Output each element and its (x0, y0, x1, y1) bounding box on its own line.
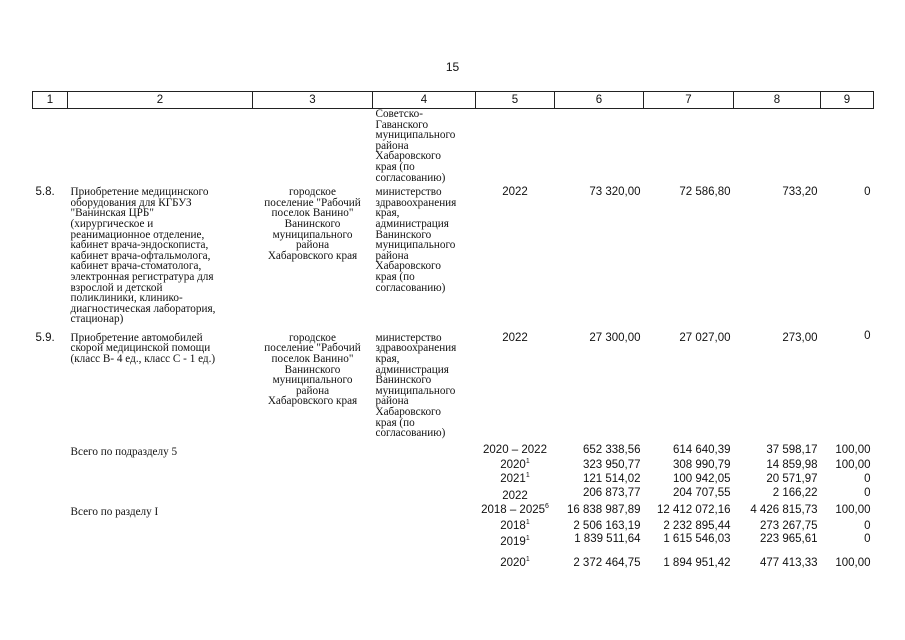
subtotal-total: 206 873,77 (582, 486, 641, 499)
row-year: 2022 (502, 186, 528, 199)
section-total-year: 2019$^1$ (500, 535, 530, 549)
subtotal-col9: 100,00 (835, 443, 871, 456)
section-total-col7: 1 615 546,03 (663, 533, 731, 546)
page-number: 15 (445, 60, 460, 74)
subtotal-col8: 20 571,97 (766, 473, 818, 485)
row-name: Приобретение медицинского оборудования для КГБУЗ "Ванинская ЦРБ" (хирургическое и реанимационное отделение, кабинет врача-эндоскописта, кабинет врача-офтальмолога, кабинет врача-стоматолога, электронная регистратура для взрослой и детской поликлиники, клинико- диагностическая лаборатория, стационар) (70, 186, 216, 326)
row-number: 5.8. (35, 186, 55, 199)
header-col-7: 7 (644, 92, 734, 109)
subtotal-col7: 100 942,05 (672, 473, 731, 485)
row-total: 73 320,00 (589, 186, 641, 199)
subtotal-year: 2022 (502, 489, 528, 502)
row-col8: 273,00 (782, 331, 818, 344)
section-total-col7: 1 894 951,42 (663, 556, 731, 569)
row-col7: 72 586,80 (679, 186, 731, 199)
header-col-1: 1 (33, 92, 68, 109)
header-row (33, 92, 874, 109)
row-responsible: министерство здравоохранения края, администрация Ванинского муниципального района Хабаровского края (по согласованию) (375, 331, 457, 440)
section-total-year: 2018 – 2025$^6$ (481, 503, 549, 517)
header-col-5: 5 (476, 92, 555, 109)
header-col-2: 2 (68, 92, 253, 109)
row-name: Приобретение автомобилей скорой медицинской помощи (класс В- 4 ед., класс С - 1 ед.) (70, 331, 216, 366)
section-total-label: Всего по разделу I (70, 506, 159, 519)
subtotal-row (33, 459, 874, 473)
section-total-row (33, 520, 874, 534)
header-col-4: 4 (373, 92, 476, 109)
subtotal-row (33, 487, 874, 504)
section-total-col8: 477 413,33 (759, 556, 818, 569)
section-total-col8: 4 426 815,73 (750, 504, 818, 517)
section-total-col9: 100,00 (835, 504, 871, 517)
subtotal-year: 2020 – 2022 (483, 443, 547, 456)
section-total-year: 2020$^1$ (500, 556, 530, 569)
subtotal-row (33, 473, 874, 487)
subtotal-year: 2020$^1$ (500, 458, 530, 472)
row-total: 27 300,00 (589, 331, 641, 344)
section-total-row (33, 550, 874, 571)
subtotal-col9: 0 (864, 473, 871, 485)
header-col-9: 9 (821, 92, 874, 109)
row-year: 2022 (502, 331, 528, 344)
section-total-col9: 0 (864, 533, 871, 546)
subtotal-col7: 614 640,39 (672, 443, 731, 456)
row-number: 5.9. (35, 331, 55, 344)
subtotal-col9: 100,00 (835, 459, 871, 472)
subtotal-col7: 308 990,79 (672, 459, 731, 472)
section-total-total: 2 372 464,75 (573, 556, 641, 569)
table-row (33, 325, 874, 439)
row-col7: 27 027,00 (679, 331, 731, 344)
program-table (32, 91, 874, 571)
row-place: городское поселение "Рабочий поселок Ванино" Ванинского муниципального района Хабаровского края (264, 186, 361, 262)
section-total-year: 2018$^1$ (500, 518, 530, 532)
section-total-total: 1 839 511,64 (574, 533, 641, 546)
subtotal-col8: 2 166,22 (772, 486, 818, 499)
section-total-col9: 0 (864, 519, 871, 532)
section-total-col7: 2 232 895,44 (663, 519, 731, 532)
subtotal-col9: 0 (864, 486, 871, 499)
section-total-col8: 223 965,61 (759, 533, 818, 546)
section-total-col8: 273 267,75 (759, 519, 818, 532)
subtotal-col7: 204 707,55 (672, 486, 731, 499)
subtotal-label: Всего по подразделу 5 (70, 445, 178, 458)
section-total-col9: 100,00 (835, 556, 871, 569)
continuation-row (33, 109, 874, 188)
continuation-responsible: Советско- Гаванского муниципального района Хабаровского края (по согласованию) (375, 108, 456, 184)
subtotal-col8: 14 859,98 (766, 459, 818, 472)
header-col-8: 8 (734, 92, 821, 109)
subtotal-total: 323 950,77 (582, 459, 641, 472)
subtotal-total: 121 514,02 (582, 473, 641, 485)
header-col-3: 3 (253, 92, 373, 109)
subtotal-year: 2021$^1$ (500, 472, 530, 485)
section-total-row (33, 533, 874, 550)
row-place: городское поселение "Рабочий поселок Ванино" Ванинского муниципального района Хабаровского края (264, 331, 361, 408)
subtotal-row (33, 439, 874, 460)
section-total-col7: 12 412 072,16 (656, 504, 731, 517)
subtotal-total: 652 338,56 (582, 443, 641, 456)
row-col8: 733,20 (782, 186, 818, 199)
subtotal-col8: 37 598,17 (766, 443, 818, 456)
table-row (33, 187, 874, 325)
section-total-row (33, 503, 874, 520)
row-col9: 0 (864, 186, 871, 199)
section-total-total: 2 506 163,19 (573, 519, 641, 532)
header-col-6: 6 (555, 92, 644, 109)
section-total-total: 16 838 987,89 (566, 504, 641, 517)
row-responsible: министерство здравоохранения края, администрация Ванинского муниципального района Хабаровского края (по согласованию) (375, 186, 457, 294)
row-col9: 0 (864, 329, 871, 342)
